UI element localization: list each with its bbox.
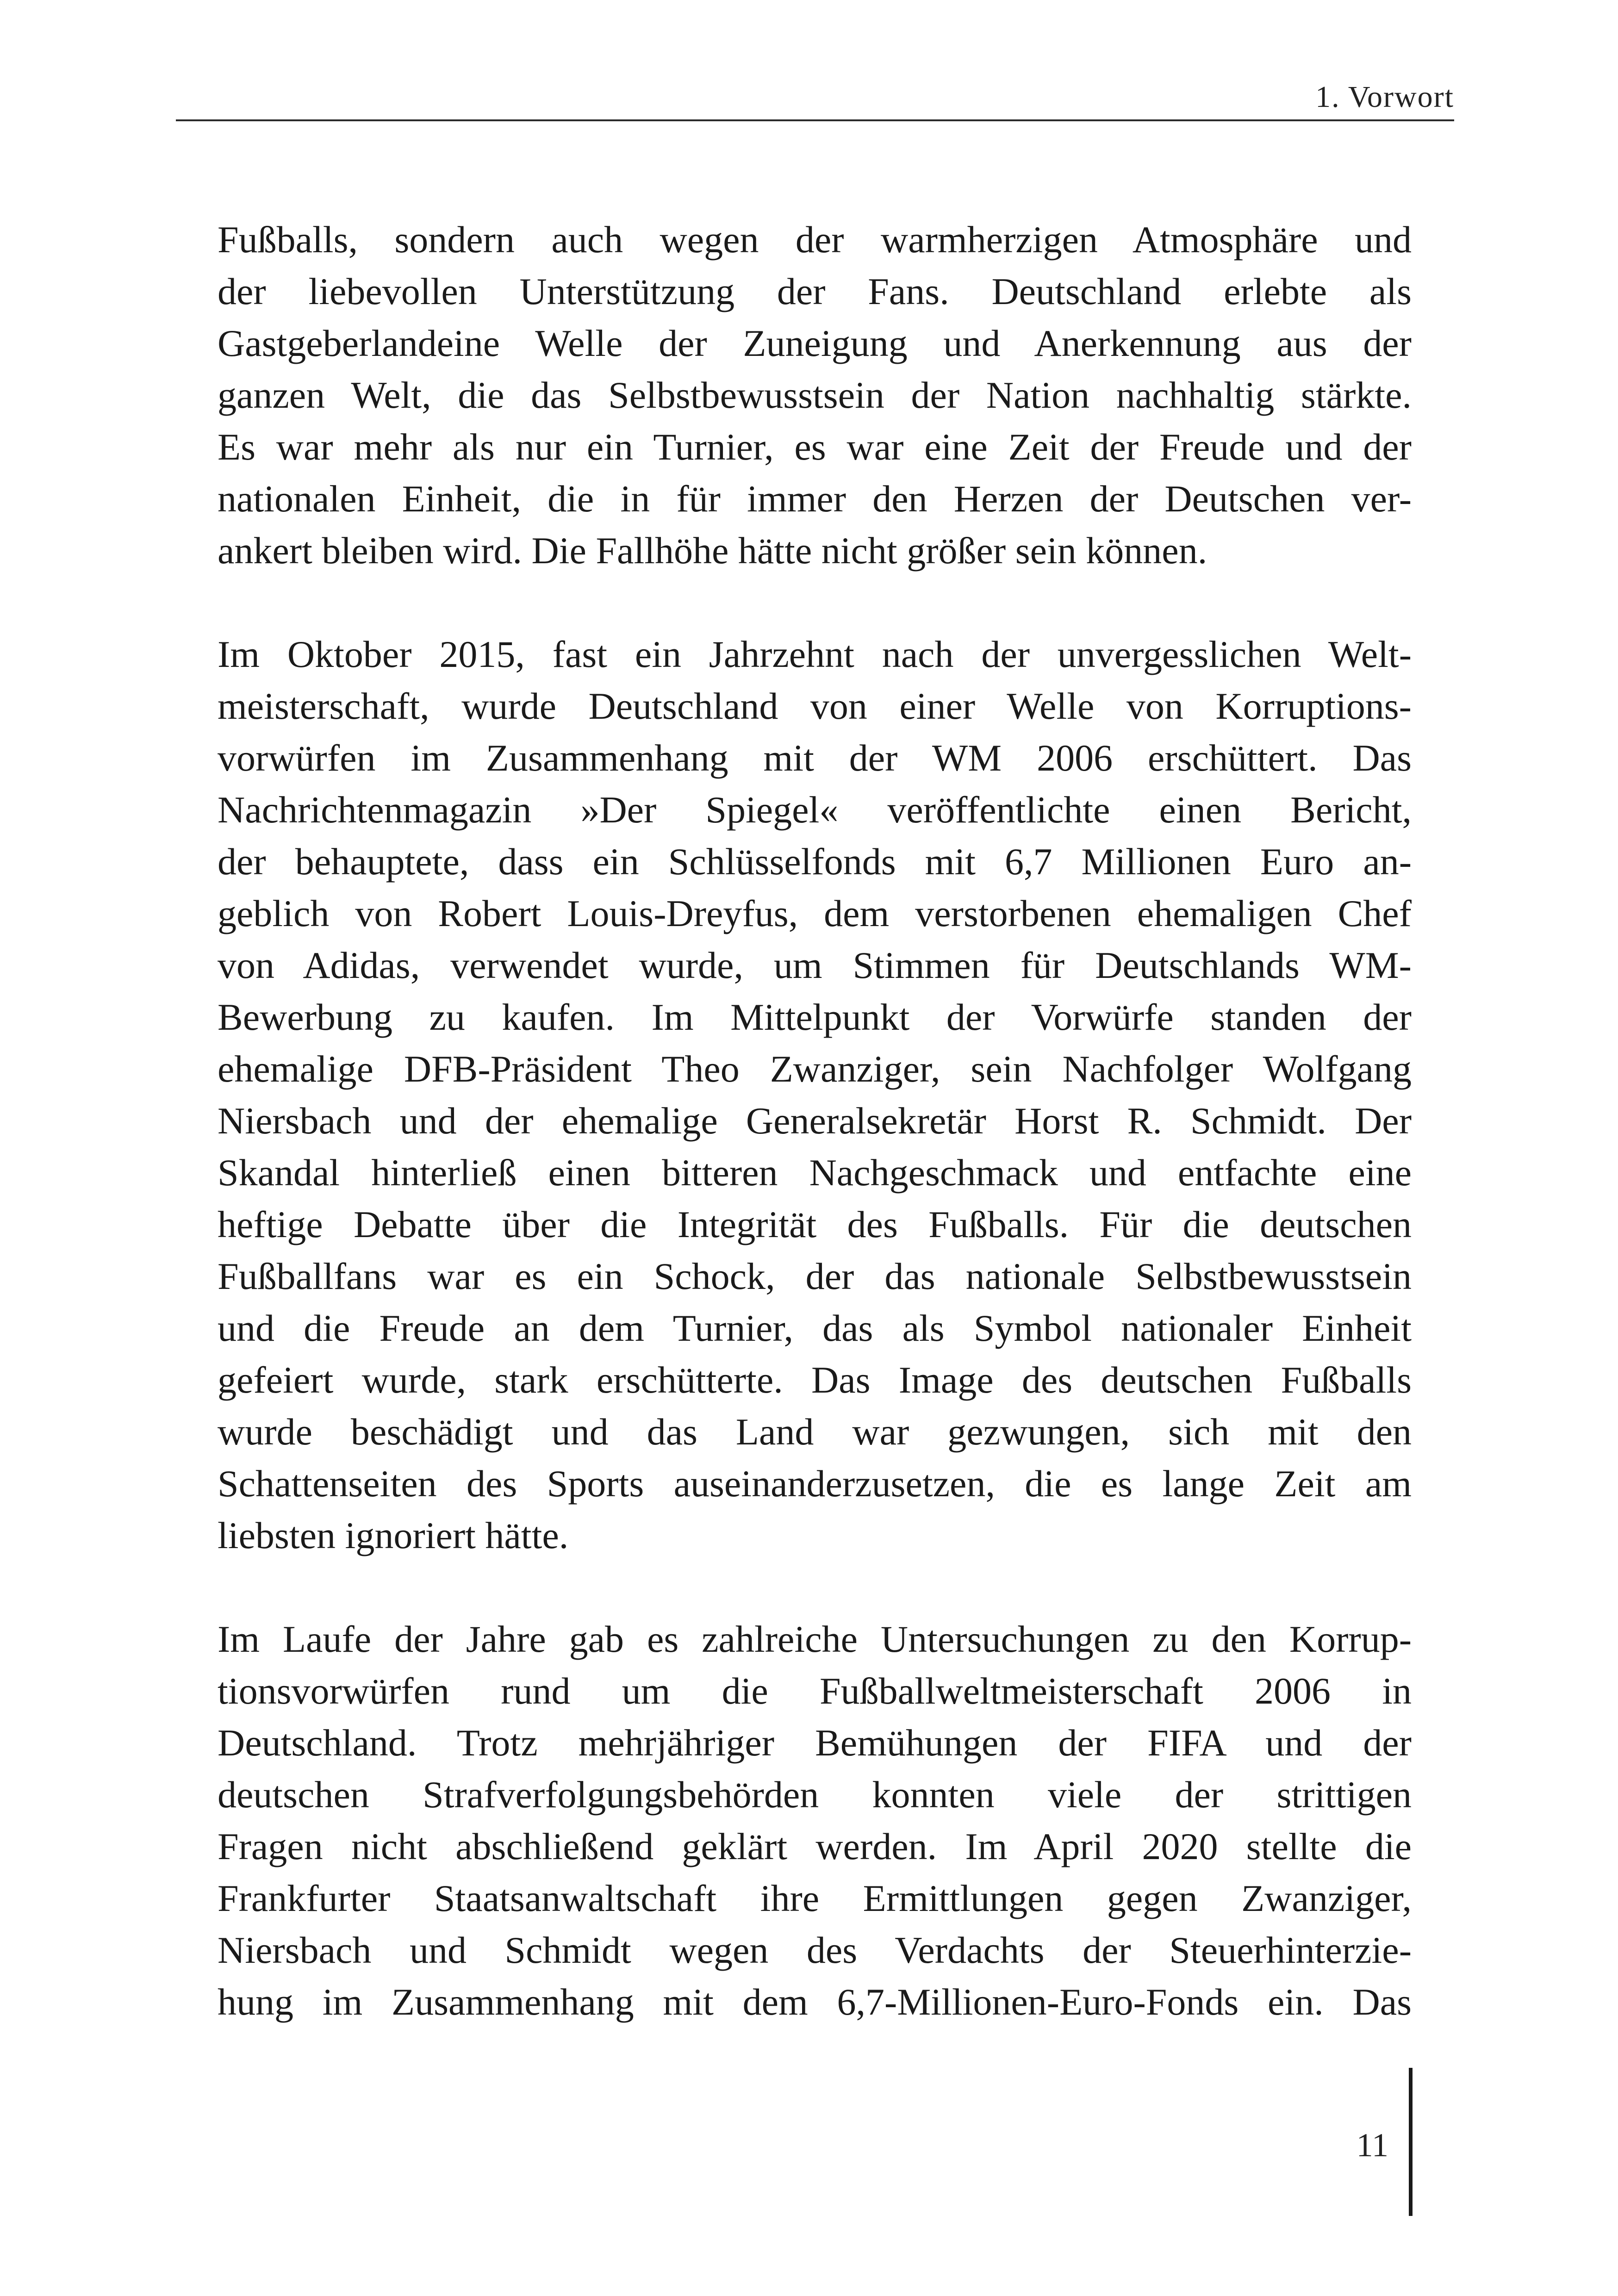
body-text bbox=[218, 214, 1412, 2028]
text-line: wurde beschädigt und das Land war gezwungen, sich mit den bbox=[218, 1411, 1412, 1453]
text-line: Niersbach und der ehemalige Generalsekretär Horst R. Schmidt. Der bbox=[218, 1100, 1412, 1142]
text-line: gefeiert wurde, stark erschütterte. Das Image des deutschen Fußballs bbox=[218, 1359, 1412, 1401]
text-line: Schattenseiten des Sports auseinanderzusetzen, die es lange Zeit am bbox=[218, 1462, 1412, 1505]
text-line: hung im Zusammenhang mit dem 6,7-Millionen-Euro-Fonds ein. Das bbox=[218, 1981, 1412, 2023]
header-rule bbox=[176, 119, 1454, 121]
text-line: ehemalige DFB-Präsident Theo Zwanziger, sein Nachfolger Wolfgang bbox=[218, 1048, 1412, 1090]
paragraph bbox=[218, 214, 1412, 577]
text-line: Skandal hinterließ einen bitteren Nachgeschmack und entfachte eine bbox=[218, 1151, 1412, 1194]
text-line: Nachrichtenmagazin »Der Spiegel« veröffentlichte einen Bericht, bbox=[218, 789, 1412, 831]
text-line: von Adidas, verwendet wurde, um Stimmen für Deutschlands WM- bbox=[218, 944, 1412, 986]
text-line: Gastgeberlandeine Welle der Zuneigung und Anerkennung aus der bbox=[218, 322, 1412, 364]
text-line: der behauptete, dass ein Schlüsselfonds mit 6,7 Millionen Euro an- bbox=[218, 840, 1412, 883]
text-line: nationalen Einheit, die in für immer den Herzen der Deutschen ver- bbox=[218, 478, 1412, 520]
text-line: Niersbach und Schmidt wegen des Verdachts der Steuerhinterzie- bbox=[218, 1929, 1412, 1971]
text-line: Deutschland. Trotz mehrjähriger Bemühungen der FIFA und der bbox=[218, 1722, 1412, 1764]
running-header: 1. Vorwort bbox=[1315, 80, 1454, 114]
text-line: Es war mehr als nur ein Turnier, es war eine Zeit der Freude und der bbox=[218, 426, 1412, 468]
text-line: tionsvorwürfen rund um die Fußballweltmeisterschaft 2006 in bbox=[218, 1670, 1412, 1712]
text-line: liebsten ignoriert hätte. bbox=[218, 1514, 569, 1556]
text-line: Fußballfans war es ein Schock, der das nationale Selbstbewusstsein bbox=[218, 1255, 1412, 1297]
text-line: ganzen Welt, die das Selbstbewusstsein der Nation nachhaltig stärkte. bbox=[218, 374, 1412, 416]
paragraph bbox=[218, 1613, 1412, 2028]
text-line: vorwürfen im Zusammenhang mit der WM 2006 erschüttert. Das bbox=[218, 737, 1412, 779]
text-line: der liebevollen Unterstützung der Fans. Deutschland erlebte als bbox=[218, 270, 1412, 312]
text-line: Fragen nicht abschließend geklärt werden. Im April 2020 stellte die bbox=[218, 1825, 1412, 1867]
text-line: Fußballs, sondern auch wegen der warmherzigen Atmosphäre und bbox=[218, 218, 1412, 261]
text-line: und die Freude an dem Turnier, das als Symbol nationaler Einheit bbox=[218, 1307, 1412, 1349]
text-line: heftige Debatte über die Integrität des Fußballs. Für die deutschen bbox=[218, 1203, 1412, 1245]
text-line: meisterschaft, wurde Deutschland von einer Welle von Korruptions- bbox=[218, 685, 1412, 727]
text-line: Im Oktober 2015, fast ein Jahrzehnt nach der unvergesslichen Welt- bbox=[218, 633, 1412, 675]
page-number-bar bbox=[1409, 2068, 1413, 2216]
text-line: geblich von Robert Louis-Dreyfus, dem verstorbenen ehemaligen Chef bbox=[218, 892, 1412, 934]
text-line: ankert bleiben wird. Die Fallhöhe hätte nicht größer sein können. bbox=[218, 529, 1207, 572]
text-line: Im Laufe der Jahre gab es zahlreiche Untersuchungen zu den Korrup- bbox=[218, 1618, 1412, 1660]
text-line: Frankfurter Staatsanwaltschaft ihre Ermittlungen gegen Zwanziger, bbox=[218, 1877, 1412, 1919]
paragraph bbox=[218, 628, 1412, 1562]
page-number: 11 bbox=[1356, 2127, 1388, 2164]
text-line: Bewerbung zu kaufen. Im Mittelpunkt der Vorwürfe standen der bbox=[218, 996, 1412, 1038]
text-line: deutschen Strafverfolgungsbehörden konnten viele der strittigen bbox=[218, 1773, 1412, 1816]
